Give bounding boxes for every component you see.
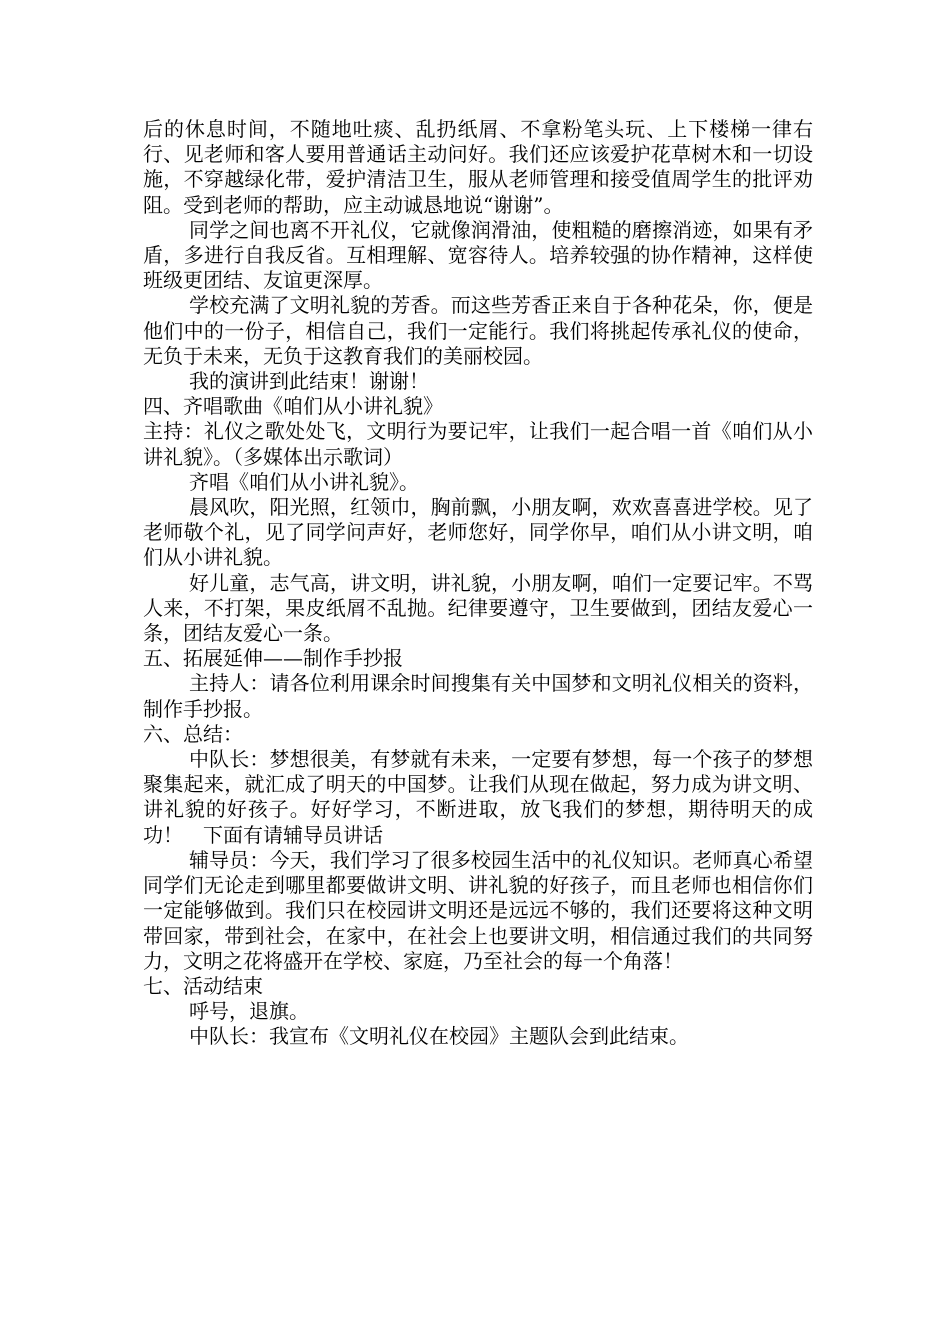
paragraph-etiquette-rules: 后的休息时间，不随地吐痰、乱扔纸屑、不拿粉笔头玩、上下楼梯一律右行、见老师和客人要用普通话主动问好。我们还应该爱护花草树木和一切设施，不穿越绿化带，爱护清洁卫生，服从老师管理和接受值周学生的批评劝阻。受到老师的帮助，应主动诚恳地说“谢谢”。 [143,117,813,217]
section-heading-6: 六、总结： [143,721,243,746]
section-heading-5: 五、拓展延伸——制作手抄报 [143,646,403,671]
paragraph-classmates-etiquette: 同学之间也离不开礼仪，它就像润滑油，使粗糙的磨擦消迹，如果有矛盾，多进行自我反省。互相理解、宽容待人。培养较强的协作精神，这样使班级更团结、友谊更深厚。 [143,217,813,293]
paragraph-chorus-title: 齐唱《咱们从小讲礼貌》。 [189,469,419,494]
body-text [143,117,813,1050]
paragraph-host-handcopy: 主持人：请各位利用课余时间搜集有关中国梦和文明礼仪相关的资料，制作手抄报。 [143,671,813,721]
paragraph-flag-retreat: 呼号，退旗。 [189,999,309,1024]
paragraph-school-fragrance: 学校充满了文明礼貌的芳香。而这些芳香正来自于各种花朵，你，便是他们中的一份子，相信自己，我们一定能行。我们将挑起传承礼仪的使命，无负于未来，无负于这教育我们的美丽校园。 [143,293,813,368]
section-heading-7: 七、活动结束 [143,973,263,998]
paragraph-counselor-speech: 辅导员：今天，我们学习了很多校园生活中的礼仪知识。老师真心希望同学们无论走到哪里都要做讲文明、讲礼貌的好孩子，而且老师也相信你们一定能够做到。我们只在校园讲文明还是远远不够的，我们还要将这种文明带回家，带到社会，在家中，在社会上也要讲文明，相信通过我们的共同努力，文明之花将盛开在学校、家庭，乃至社会的每一个角落！ [143,847,813,973]
paragraph-meeting-close: 中队长：我宣布《文明礼仪在校园》主题队会到此结束。 [189,1024,689,1049]
paragraph-squad-leader-summary: 中队长：梦想很美，有梦就有未来，一定要有梦想，每一个孩子的梦想聚集起来，就汇成了明天的中国梦。让我们从现在做起，努力成为讲文明、讲礼貌的好孩子。好好学习，不断进取，放飞我们的梦想，期待明天的成功！ 下面有请辅导员讲话 [143,747,813,847]
section-heading-4: 四、齐唱歌曲《咱们从小讲礼貌》 [143,394,443,419]
paragraph-lyrics-verse-2: 好儿童，志气高，讲文明，讲礼貌，小朋友啊，咱们一定要记牢。不骂人来，不打架，果皮纸屑不乱抛。纪律要遵守，卫生要做到，团结友爱心一条，团结友爱心一条。 [143,570,813,646]
paragraph-host-song-intro: 主持：礼仪之歌处处飞，文明行为要记牢，让我们一起合唱一首《咱们从小讲礼貌》。（多媒体出示歌词） [143,419,813,469]
paragraph-lyrics-verse-1: 晨风吹，阳光照，红领巾，胸前飘，小朋友啊，欢欢喜喜进学校。见了老师敬个礼，见了同学问声好，老师您好，同学你早，咱们从小讲文明，咱们从小讲礼貌。 [143,495,813,570]
paragraph-speech-end: 我的演讲到此结束！谢谢！ [189,369,429,394]
